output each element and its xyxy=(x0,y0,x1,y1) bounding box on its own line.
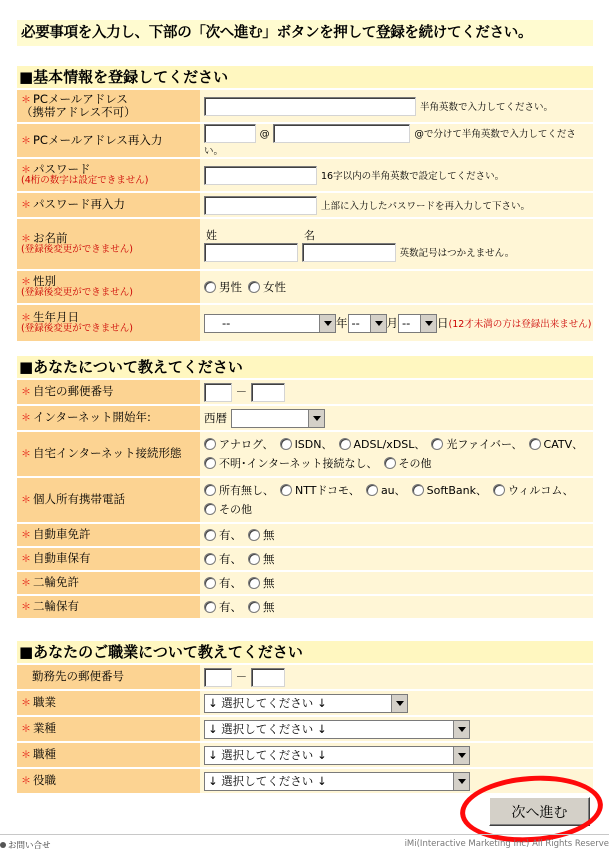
industry-select[interactable]: ↓ 選択してください ↓ xyxy=(204,720,470,739)
bike-license-yes-radio[interactable]: 有、 xyxy=(204,576,242,590)
conn-catv-radio[interactable]: CATV、 xyxy=(529,438,584,451)
row-bike-own: ＊ 二輪保有 有、 無 xyxy=(17,596,593,618)
occupation-label: 職種 xyxy=(33,747,56,762)
occupation-select[interactable]: ↓ 選択してください ↓ xyxy=(204,746,470,765)
row-internet-start: ＊ インターネット開始年: 西暦 xyxy=(17,406,593,430)
row-car-own: ＊ 自動車保有 有、 無 xyxy=(17,548,593,570)
last-name-input[interactable] xyxy=(204,243,298,262)
mobile-label: 個人所有携帯電話 xyxy=(33,492,125,507)
radio-circle-icon xyxy=(339,438,351,450)
at-sign: @ xyxy=(259,129,270,140)
home-zip-first-input[interactable] xyxy=(204,383,232,402)
birth-year-select[interactable]: -- xyxy=(204,314,336,333)
conn-fiber-radio[interactable]: 光ファイバー、 xyxy=(431,438,522,451)
row-connection: ＊ 自宅インターネット接続形態 アナログ、 ISDN、 ADSL/xDSL、 光ファイバー、 CATV、 不明･インターネット接続なし、 その他 xyxy=(17,432,593,476)
work-zip-first-input[interactable] xyxy=(204,668,232,687)
pc-email-confirm-label: PCメールアドレス再入力 xyxy=(33,132,163,147)
chevron-down-icon xyxy=(308,410,324,427)
bike-own-label: 二輪保有 xyxy=(33,599,79,614)
radio-circle-icon xyxy=(204,503,216,515)
mobile-none-radio[interactable]: 所有無し、 xyxy=(204,484,274,497)
conn-other-radio[interactable]: その他 xyxy=(384,457,432,470)
row-mobile: ＊ 個人所有携帯電話 所有無し、 NTTドコモ、 au、 SoftBank、 ウィルコム、 その他 xyxy=(17,478,593,522)
section-about-title: ■あなたについて教えてください xyxy=(17,356,593,378)
gender-female-radio[interactable]: 女性 xyxy=(248,280,286,294)
gender-label: 性別 xyxy=(33,273,56,288)
footer-divider xyxy=(0,834,609,835)
row-pc-email-confirm: ＊ PCメールアドレス再入力 @ @で分けて半角英数で入力してください。 xyxy=(17,124,593,157)
home-zip-second-input[interactable] xyxy=(251,383,285,402)
row-position: ＊ 役職 ↓ 選択してください ↓ xyxy=(17,769,593,793)
pc-email-local-input[interactable] xyxy=(204,124,256,143)
footer-copyright: iMi(Interactive Marketing Inc) All Rights Reserve xyxy=(404,839,609,849)
chevron-down-icon xyxy=(453,773,469,790)
home-zip-label: 自宅の郵便番号 xyxy=(33,384,114,399)
mobile-other-radio[interactable]: その他 xyxy=(204,503,252,516)
mobile-au-radio[interactable]: au、 xyxy=(366,484,406,497)
next-button[interactable]: 次へ進む xyxy=(489,797,590,826)
industry-label: 業種 xyxy=(33,721,56,736)
radio-circle-icon xyxy=(529,438,541,450)
section-job-title: ■あなたのご職業について教えてください xyxy=(17,641,593,663)
row-name: ＊ お名前 (登録後変更ができません) 姓 名 英数記号はつかえません。 xyxy=(17,219,593,269)
mobile-docomo-radio[interactable]: NTTドコモ、 xyxy=(280,484,360,497)
job-select[interactable]: ↓ 選択してください ↓ xyxy=(204,694,408,713)
radio-circle-icon xyxy=(204,438,216,450)
gender-male-radio[interactable]: 男性 xyxy=(204,280,242,294)
chevron-down-icon xyxy=(453,721,469,738)
password-confirm-label: パスワード再入力 xyxy=(33,197,125,212)
radio-circle-icon xyxy=(248,577,260,589)
car-own-yes-radio[interactable]: 有、 xyxy=(204,552,242,566)
car-license-label: 自動車免許 xyxy=(33,527,91,542)
pc-email-label: ＊ PCメールアドレス （携帯アドレス不可） xyxy=(17,90,200,122)
pc-email-domain-input[interactable] xyxy=(273,124,410,143)
row-pc-email xyxy=(17,90,593,122)
bike-license-label: 二輪免許 xyxy=(33,575,79,590)
row-industry: ＊ 業種 ↓ 選択してください ↓ xyxy=(17,717,593,741)
chevron-down-icon xyxy=(319,315,335,332)
radio-circle-icon xyxy=(204,484,216,496)
position-label: 役職 xyxy=(33,773,56,788)
radio-circle-icon xyxy=(204,553,216,565)
password-label: パスワード xyxy=(33,161,91,176)
internet-start-label: インターネット開始年: xyxy=(33,410,151,425)
row-home-zip: ＊ 自宅の郵便番号 － xyxy=(17,380,593,404)
mobile-willcom-radio[interactable]: ウィルコム、 xyxy=(493,484,574,497)
radio-circle-icon xyxy=(493,484,505,496)
conn-none-radio[interactable]: 不明･インターネット接続なし、 xyxy=(204,457,378,470)
chevron-down-icon xyxy=(453,747,469,764)
pc-email-input[interactable] xyxy=(204,97,416,116)
sei-label: 姓 xyxy=(206,228,217,242)
row-work-zip: 勤務先の郵便番号 － xyxy=(17,665,593,689)
about-table xyxy=(17,378,593,620)
mobile-softbank-radio[interactable]: SoftBank、 xyxy=(412,484,487,497)
internet-start-year-select[interactable] xyxy=(231,409,325,428)
radio-circle-icon xyxy=(412,484,424,496)
radio-circle-icon xyxy=(248,553,260,565)
job-label: 職業 xyxy=(33,695,56,710)
basic-info-table xyxy=(17,88,593,343)
car-own-no-radio[interactable]: 無 xyxy=(248,552,275,566)
row-password-confirm: ＊ パスワード再入力 上部に入力したパスワードを再入力して下さい。 xyxy=(17,193,593,217)
radio-circle-icon xyxy=(204,457,216,469)
row-bike-license: ＊ 二輪免許 有、 無 xyxy=(17,572,593,594)
position-select[interactable]: ↓ 選択してください ↓ xyxy=(204,772,470,791)
radio-circle-icon xyxy=(366,484,378,496)
required-mark: ＊ xyxy=(21,94,31,106)
row-gender: ＊ 性別 (登録後変更ができません) 男性 女性 xyxy=(17,271,593,303)
password-confirm-input[interactable] xyxy=(204,196,317,215)
mei-label: 名 xyxy=(304,228,315,242)
car-own-label: 自動車保有 xyxy=(33,551,91,566)
radio-circle-icon xyxy=(204,529,216,541)
intro-message: 必要事項を入力し、下部の「次へ進む」ボタンを押して登録を続けてください。 xyxy=(17,20,593,46)
row-password: ＊ パスワード (4桁の数字は設定できません) 16字以内の半角英数で設定してください。 xyxy=(17,159,593,191)
radio-circle-icon xyxy=(384,457,396,469)
section-basic-title: ■基本情報を登録してください xyxy=(17,66,593,88)
radio-circle-icon xyxy=(248,529,260,541)
birth-day-select[interactable]: -- xyxy=(398,314,437,333)
footer-contact-link[interactable]: お問い合せ xyxy=(0,839,51,849)
row-birth: ＊ 生年月日 (登録後変更ができません) -- 年 -- 月 -- 日(12才未満の方は登録出来ません) xyxy=(17,305,593,341)
radio-circle-icon xyxy=(431,438,443,450)
radio-circle-icon xyxy=(204,577,216,589)
first-name-input[interactable] xyxy=(302,243,396,262)
birth-label: 生年月日 xyxy=(33,309,79,324)
radio-circle-icon xyxy=(248,601,260,613)
name-label: お名前 xyxy=(33,230,68,245)
conn-adsl-radio[interactable]: ADSL/xDSL、 xyxy=(339,438,426,451)
password-input[interactable] xyxy=(204,166,317,185)
birth-month-select[interactable]: -- xyxy=(348,314,387,333)
work-zip-label: 勤務先の郵便番号 xyxy=(32,669,124,684)
pc-email-note: 半角英数で入力してください。 xyxy=(420,101,554,113)
radio-circle-icon xyxy=(204,601,216,613)
radio-circle-icon xyxy=(280,484,292,496)
chevron-down-icon xyxy=(420,315,436,332)
bike-license-no-radio[interactable]: 無 xyxy=(248,576,275,590)
birth-note: (12才未満の方は登録出来ません) xyxy=(448,318,592,330)
password-sub: (4桁の数字は設定できません) xyxy=(21,175,149,187)
connection-label: 自宅インターネット接続形態 xyxy=(33,446,182,461)
bullet-icon xyxy=(0,842,6,848)
job-table xyxy=(17,663,593,795)
bike-own-yes-radio[interactable]: 有、 xyxy=(204,600,242,614)
work-zip-second-input[interactable] xyxy=(251,668,285,687)
row-occupation: ＊ 職種 ↓ 選択してください ↓ xyxy=(17,743,593,767)
row-job: ＊ 職業 ↓ 選択してください ↓ xyxy=(17,691,593,715)
bike-own-no-radio[interactable]: 無 xyxy=(248,600,275,614)
radio-circle-icon xyxy=(204,281,216,293)
chevron-down-icon xyxy=(391,695,407,712)
conn-analog-radio[interactable]: アナログ、 xyxy=(204,438,274,451)
radio-circle-icon xyxy=(280,438,292,450)
car-license-yes-radio[interactable]: 有、 xyxy=(204,528,242,542)
radio-circle-icon xyxy=(248,281,260,293)
row-car-license: ＊ 自動車免許 有、 無 xyxy=(17,524,593,546)
car-license-no-radio[interactable]: 無 xyxy=(248,528,275,542)
chevron-down-icon xyxy=(370,315,386,332)
conn-isdn-radio[interactable]: ISDN、 xyxy=(280,438,333,451)
